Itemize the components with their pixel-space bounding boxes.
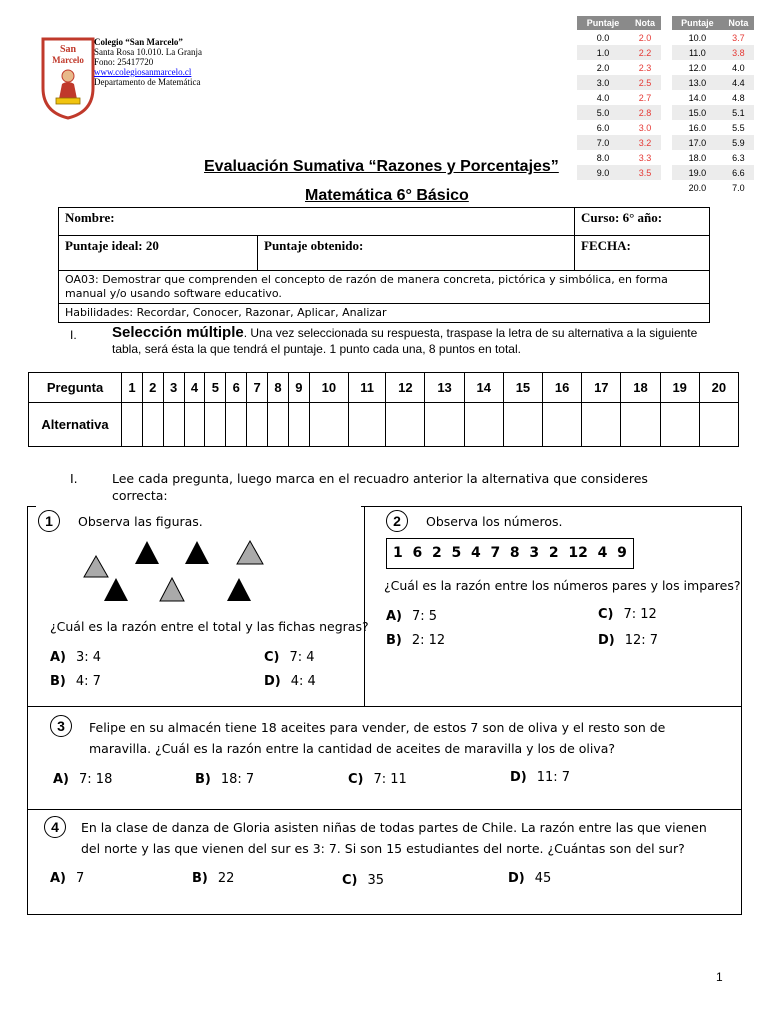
option-b[interactable]: B) 4: 7 [50, 674, 101, 689]
triangle-black [227, 578, 251, 601]
score-row [672, 75, 754, 90]
score-row [577, 150, 661, 165]
score-points: 16.0 [688, 122, 707, 133]
triangle-black [135, 541, 159, 564]
answer-cell[interactable] [184, 403, 205, 447]
triangle-gray [237, 541, 263, 564]
number-sequence: 1 6 2 5 4 7 8 3 2 12 4 9 [386, 538, 634, 569]
question-3-text-line2: maravilla. ¿Cuál es la razón entre la cantidad de aceites de maravilla y los de oliva? [89, 741, 616, 756]
question-number-cell: 4 [184, 373, 205, 403]
option-a[interactable]: A) 7: 18 [53, 772, 113, 787]
score-grade: 2.8 [629, 105, 661, 120]
score-points: 13.0 [672, 75, 723, 90]
triangle-black [104, 578, 128, 601]
question-2-intro: Observa los números. [426, 514, 563, 529]
score-header-nota: Nota [629, 16, 661, 30]
score-grade: 6.3 [732, 152, 745, 163]
score-grade: 4.8 [732, 92, 745, 103]
question-number-cell: 13 [425, 373, 464, 403]
score-row [577, 30, 661, 45]
score-row [672, 165, 754, 180]
answer-cell[interactable] [386, 403, 425, 447]
score-row [672, 135, 754, 150]
svg-text:Marcelo: Marcelo [52, 55, 84, 65]
name-field[interactable]: Nombre: [59, 208, 575, 236]
score-grade: 2.2 [629, 45, 661, 60]
school-website-link[interactable]: www.colegiosanmarcelo.cl [94, 67, 192, 77]
question-number-cell: 19 [660, 373, 699, 403]
option-b[interactable]: B) 18: 7 [195, 772, 255, 787]
score-grade: 5.5 [732, 122, 745, 133]
ideal-score-field: Puntaje ideal: 20 [59, 236, 258, 271]
triangle-gray [160, 578, 184, 601]
answer-cell[interactable] [309, 403, 348, 447]
option-d[interactable]: D) 4: 4 [264, 674, 316, 689]
question-number-cell: 3 [163, 373, 184, 403]
question-1-text: ¿Cuál es la razón entre el total y las fichas negras? [50, 619, 369, 634]
score-row [577, 60, 661, 75]
school-address: Santa Rosa 10.010. La Granja [94, 47, 202, 57]
score-points: 1.0 [577, 45, 629, 60]
school-phone: Fono: 25417720 [94, 57, 154, 67]
score-points: 14.0 [688, 92, 707, 103]
question-1-intro: Observa las figuras. [78, 514, 203, 529]
question-4-text-line2: del norte y las que vienen del sur es 3: 7. Si son 15 estudiantes del norte. ¿Cuántas son del sur? [81, 841, 685, 856]
score-grade: 4.0 [732, 62, 745, 73]
score-row [672, 120, 754, 135]
school-info [94, 37, 202, 87]
score-row [672, 105, 754, 120]
option-b[interactable]: B) 22 [192, 871, 235, 886]
score-header-puntaje: Puntaje [577, 16, 629, 30]
option-d[interactable]: D) 12: 7 [598, 633, 659, 648]
answer-cell[interactable] [163, 403, 184, 447]
question-number-cell: 14 [464, 373, 503, 403]
answer-cell[interactable] [425, 403, 464, 447]
score-points: 18.0 [688, 152, 707, 163]
option-c[interactable]: C) 35 [342, 873, 385, 888]
answer-cell[interactable] [582, 403, 621, 447]
score-row [672, 90, 754, 105]
score-grade: 3.8 [723, 45, 754, 60]
question-number-cell: 7 [247, 373, 268, 403]
answer-cell[interactable] [503, 403, 542, 447]
question-number-cell: 20 [699, 373, 738, 403]
triangle-black [185, 541, 209, 564]
score-grade: 2.7 [638, 92, 652, 103]
answer-cell[interactable] [621, 403, 660, 447]
answer-cell[interactable] [142, 403, 163, 447]
option-a[interactable]: A) 3: 4 [50, 650, 102, 665]
score-row [672, 180, 754, 195]
triangle-gray [84, 556, 108, 577]
score-row [577, 75, 661, 90]
score-grade: 3.3 [638, 152, 652, 163]
question-number-badge: 3 [50, 715, 72, 737]
question-number-cell: 18 [621, 373, 660, 403]
score-header-nota: Nota [723, 16, 754, 30]
score-grade: 5.1 [723, 105, 754, 120]
question-2-text: ¿Cuál es la razón entre los números pares y los impares? [384, 578, 741, 593]
score-row [672, 60, 754, 75]
answer-cell[interactable] [348, 403, 385, 447]
score-points: 20.0 [688, 182, 707, 193]
section2-numeral: I. [70, 471, 78, 486]
question-3-text-line1: Felipe en su almacén tiene 18 aceites para vender, de estos 7 son de oliva y el resto son de [89, 720, 666, 735]
section-numeral: I. [70, 328, 77, 342]
question-number-cell: 10 [309, 373, 348, 403]
answer-cell[interactable] [268, 403, 289, 447]
score-points: 19.0 [672, 165, 723, 180]
triangles-figure [66, 536, 276, 606]
score-row [672, 150, 754, 165]
score-grade: 2.5 [629, 75, 661, 90]
school-name: Colegio “San Marcelo” [94, 37, 183, 47]
option-c[interactable]: C) 7: 12 [598, 607, 657, 622]
answer-cell[interactable] [122, 403, 143, 447]
page-title: Evaluación Sumativa “Razones y Porcentajes” [204, 158, 559, 175]
answer-cell[interactable] [543, 403, 582, 447]
score-points: 2.0 [596, 62, 610, 73]
score-table-right [672, 16, 754, 195]
question-4-text-line1: En la clase de danza de Gloria asisten niñas de todas partes de Chile. La razón entre las que vienen [81, 820, 707, 835]
score-grade: 2.0 [638, 32, 652, 43]
option-c[interactable]: C) 7: 11 [348, 772, 407, 787]
score-grade: 3.5 [629, 165, 661, 180]
score-points: 6.0 [596, 122, 610, 133]
section-instructions: . Una vez seleccionada su respuesta, traspase la letra de su alternativa a la siguiente tabla, será ésta la que tendrá el puntaje. 1 punto cada una, 8 puntos en total. [112, 326, 698, 356]
school-logo [40, 36, 96, 120]
svg-text:San: San [59, 44, 77, 55]
score-grade: 4.4 [723, 75, 754, 90]
option-a[interactable]: A) 7 [50, 871, 85, 886]
score-points: 8.0 [596, 152, 610, 163]
course-field[interactable]: Curso: 6° año: [575, 208, 710, 236]
answer-cell[interactable] [660, 403, 699, 447]
score-grade: 7.0 [732, 182, 745, 193]
score-grade: 6.6 [723, 165, 754, 180]
question-number-cell: 16 [543, 373, 582, 403]
question-number-badge: 4 [44, 816, 66, 838]
score-points: 4.0 [596, 92, 610, 103]
score-points: 5.0 [577, 105, 629, 120]
option-d[interactable]: D) 45 [508, 871, 552, 886]
question-number-badge: 1 [38, 510, 60, 532]
section-heading: Selección múltiple [112, 324, 244, 341]
score-table-left [577, 16, 661, 180]
score-row [577, 105, 661, 120]
question-number-cell: 8 [268, 373, 289, 403]
answer-cell[interactable] [247, 403, 268, 447]
answer-cell[interactable] [464, 403, 503, 447]
score-points: 17.0 [672, 135, 723, 150]
skills-text: Habilidades: Recordar, Conocer, Razonar, Aplicar, Analizar [59, 304, 710, 323]
score-row [577, 135, 661, 150]
option-a[interactable]: A) 7: 5 [386, 609, 438, 624]
score-header-puntaje: Puntaje [672, 16, 723, 30]
obtained-score-field[interactable]: Puntaje obtenido: [258, 236, 575, 271]
score-row [577, 120, 661, 135]
score-points: 10.0 [688, 32, 707, 43]
answer-table-question-label: Pregunta [29, 373, 122, 403]
score-row [577, 165, 661, 180]
option-b[interactable]: B) 2: 12 [386, 633, 446, 648]
score-points: 7.0 [577, 135, 629, 150]
score-points: 15.0 [672, 105, 723, 120]
score-points: 3.0 [577, 75, 629, 90]
date-field[interactable]: FECHA: [575, 236, 710, 271]
score-points: 12.0 [688, 62, 707, 73]
score-row [672, 30, 754, 45]
answer-cell[interactable] [205, 403, 226, 447]
score-points: 0.0 [596, 32, 610, 43]
score-grade: 3.2 [629, 135, 661, 150]
score-points: 9.0 [577, 165, 629, 180]
score-row [672, 45, 754, 60]
school-department: Departamento de Matemática [94, 77, 201, 87]
question-number-cell: 5 [205, 373, 226, 403]
question-number-cell: 17 [582, 373, 621, 403]
student-info-table [58, 207, 710, 323]
answer-cell[interactable] [699, 403, 738, 447]
answer-table-alternative-label: Alternativa [29, 403, 122, 447]
question-number-cell: 15 [503, 373, 542, 403]
question-number-cell: 6 [226, 373, 247, 403]
score-points: 11.0 [672, 45, 723, 60]
score-grade: 2.3 [638, 62, 652, 73]
page-number: 1 [716, 970, 723, 984]
answer-cell[interactable] [226, 403, 247, 447]
question-number-cell: 12 [386, 373, 425, 403]
question-number-cell: 11 [348, 373, 385, 403]
question-number-badge: 2 [386, 510, 408, 532]
question-number-cell: 2 [142, 373, 163, 403]
score-grade: 3.0 [638, 122, 652, 133]
option-d[interactable]: D) 11: 7 [510, 770, 571, 785]
objective-text: OA03: Demostrar que comprenden el concepto de razón de manera concreta, pictórica y simbólica, en forma manual y/o usando software educativo. [59, 271, 710, 304]
score-row [577, 45, 661, 60]
page-subtitle: Matemática 6° Básico [305, 187, 469, 204]
answer-table [28, 372, 739, 447]
question-number-cell: 1 [122, 373, 143, 403]
score-grade: 5.9 [723, 135, 754, 150]
section2-text: Lee cada pregunta, luego marca en el recuadro anterior la alternativa que consideres correcta: [112, 471, 648, 503]
score-grade: 3.7 [732, 32, 745, 43]
score-row [577, 90, 661, 105]
answer-cell[interactable] [288, 403, 309, 447]
question-number-cell: 9 [288, 373, 309, 403]
option-c[interactable]: C) 7: 4 [264, 650, 315, 665]
